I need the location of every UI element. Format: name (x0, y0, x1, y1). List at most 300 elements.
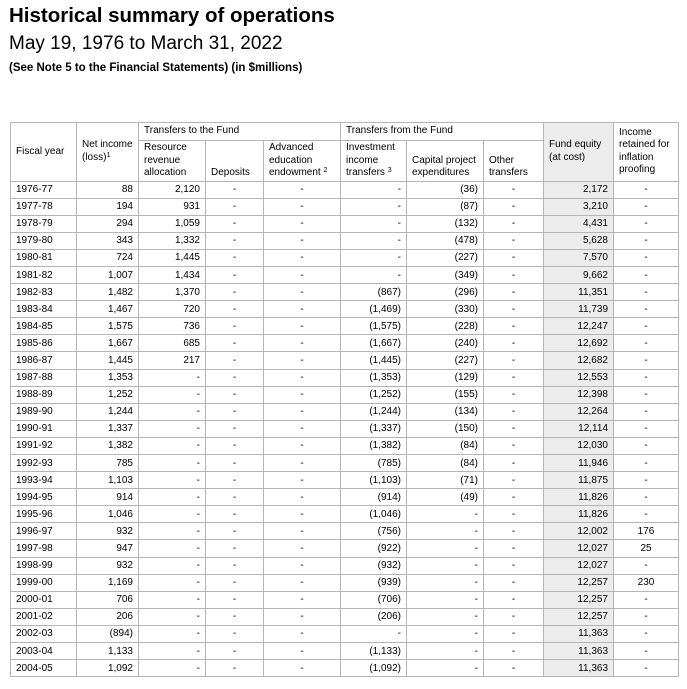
cell-advanced-education: - (264, 266, 341, 283)
cell-fund-equity: 9,662 (544, 266, 614, 283)
cell-income-retained: - (614, 557, 679, 574)
cell-other-transfers: - (484, 420, 544, 437)
cell-resource-revenue: - (139, 523, 206, 540)
cell-net-income: 1,169 (77, 574, 139, 591)
cell-net-income: 706 (77, 591, 139, 608)
table-row (11, 506, 679, 523)
cell-deposits: - (206, 232, 264, 249)
cell-resource-revenue: - (139, 540, 206, 557)
cell-fiscal-year: 1979-80 (11, 232, 77, 249)
col-resource-revenue: Resource revenue allocation (139, 141, 206, 182)
group-transfers-from-fund: Transfers from the Fund (341, 123, 544, 141)
cell-fiscal-year: 1981-82 (11, 266, 77, 283)
cell-deposits: - (206, 284, 264, 301)
cell-capital-project: (330) (407, 301, 484, 318)
cell-deposits: - (206, 591, 264, 608)
cell-net-income: 1,482 (77, 284, 139, 301)
cell-investment-income: - (341, 266, 407, 283)
cell-deposits: - (206, 318, 264, 335)
cell-income-retained: - (614, 181, 679, 198)
cell-advanced-education: - (264, 181, 341, 198)
cell-net-income: 294 (77, 215, 139, 232)
cell-resource-revenue: - (139, 472, 206, 489)
cell-deposits: - (206, 608, 264, 625)
cell-deposits: - (206, 574, 264, 591)
cell-deposits: - (206, 369, 264, 386)
cell-resource-revenue: - (139, 403, 206, 420)
cell-resource-revenue: 217 (139, 352, 206, 369)
cell-investment-income: (939) (341, 574, 407, 591)
table-row (11, 643, 679, 660)
cell-capital-project: (132) (407, 215, 484, 232)
cell-advanced-education: - (264, 540, 341, 557)
col-fund-equity: Fund equity (at cost) (544, 123, 614, 182)
cell-net-income: 1,007 (77, 266, 139, 283)
cell-income-retained: - (614, 335, 679, 352)
cell-advanced-education: - (264, 232, 341, 249)
cell-net-income: 1,244 (77, 403, 139, 420)
cell-deposits: - (206, 301, 264, 318)
cell-advanced-education: - (264, 420, 341, 437)
cell-investment-income: (1,353) (341, 369, 407, 386)
header-group-row (11, 123, 679, 141)
cell-fiscal-year: 2001-02 (11, 608, 77, 625)
cell-net-income: 724 (77, 249, 139, 266)
cell-investment-income: (1,244) (341, 403, 407, 420)
cell-other-transfers: - (484, 574, 544, 591)
cell-fiscal-year: 1990-91 (11, 420, 77, 437)
cell-investment-income: (1,103) (341, 472, 407, 489)
cell-advanced-education: - (264, 369, 341, 386)
cell-fiscal-year: 1977-78 (11, 198, 77, 215)
col-investment-income (341, 141, 407, 182)
cell-deposits: - (206, 523, 264, 540)
cell-other-transfers: - (484, 318, 544, 335)
cell-income-retained: - (614, 608, 679, 625)
cell-resource-revenue: 931 (139, 198, 206, 215)
cell-advanced-education: - (264, 523, 341, 540)
cell-fund-equity: 12,553 (544, 369, 614, 386)
cell-investment-income: - (341, 625, 407, 642)
cell-net-income: 1,092 (77, 660, 139, 677)
cell-investment-income: (922) (341, 540, 407, 557)
cell-investment-income: (914) (341, 489, 407, 506)
cell-income-retained: - (614, 472, 679, 489)
cell-net-income: 1,467 (77, 301, 139, 318)
cell-net-income: 1,046 (77, 506, 139, 523)
cell-investment-income: (1,667) (341, 335, 407, 352)
cell-investment-income: - (341, 198, 407, 215)
cell-deposits: - (206, 181, 264, 198)
cell-investment-income: (1,575) (341, 318, 407, 335)
cell-resource-revenue: 736 (139, 318, 206, 335)
col-other-transfers: Other transfers (484, 141, 544, 182)
table-row (11, 232, 679, 249)
cell-fund-equity: 11,875 (544, 472, 614, 489)
table-row (11, 437, 679, 454)
col-deposits: Deposits (206, 141, 264, 182)
page-title: Historical summary of operations (9, 4, 335, 27)
cell-fund-equity: 5,628 (544, 232, 614, 249)
cell-income-retained: 25 (614, 540, 679, 557)
cell-fiscal-year: 1997-98 (11, 540, 77, 557)
cell-fund-equity: 11,363 (544, 643, 614, 660)
cell-investment-income: (785) (341, 455, 407, 472)
cell-capital-project: (228) (407, 318, 484, 335)
cell-investment-income: (1,092) (341, 660, 407, 677)
cell-income-retained: - (614, 215, 679, 232)
cell-advanced-education: - (264, 403, 341, 420)
cell-resource-revenue: - (139, 660, 206, 677)
col-investment-income-label: Investment income transfers (346, 142, 395, 178)
cell-advanced-education: - (264, 660, 341, 677)
cell-resource-revenue: - (139, 437, 206, 454)
table-row (11, 403, 679, 420)
cell-investment-income: (1,133) (341, 643, 407, 660)
cell-fund-equity: 4,431 (544, 215, 614, 232)
cell-fund-equity: 12,002 (544, 523, 614, 540)
table-row (11, 318, 679, 335)
cell-income-retained: - (614, 232, 679, 249)
cell-other-transfers: - (484, 472, 544, 489)
cell-net-income: 1,353 (77, 369, 139, 386)
cell-capital-project: - (407, 625, 484, 642)
cell-income-retained: - (614, 284, 679, 301)
cell-investment-income: (206) (341, 608, 407, 625)
cell-deposits: - (206, 506, 264, 523)
cell-other-transfers: - (484, 335, 544, 352)
cell-advanced-education: - (264, 472, 341, 489)
table-row (11, 591, 679, 608)
cell-fund-equity: 12,257 (544, 608, 614, 625)
cell-fiscal-year: 2000-01 (11, 591, 77, 608)
cell-fund-equity: 11,946 (544, 455, 614, 472)
cell-net-income: 206 (77, 608, 139, 625)
col-fiscal-year: Fiscal year (11, 123, 77, 182)
cell-net-income: 932 (77, 557, 139, 574)
cell-other-transfers: - (484, 625, 544, 642)
cell-deposits: - (206, 489, 264, 506)
cell-income-retained: - (614, 437, 679, 454)
cell-other-transfers: - (484, 386, 544, 403)
cell-other-transfers: - (484, 660, 544, 677)
cell-investment-income: (1,046) (341, 506, 407, 523)
cell-income-retained: - (614, 266, 679, 283)
cell-capital-project: - (407, 506, 484, 523)
table-row (11, 540, 679, 557)
cell-fund-equity: 12,257 (544, 574, 614, 591)
cell-capital-project: - (407, 643, 484, 660)
cell-other-transfers: - (484, 403, 544, 420)
col-income-retained: Income retained for inflation proofing (614, 123, 679, 182)
cell-capital-project: (155) (407, 386, 484, 403)
cell-resource-revenue: - (139, 369, 206, 386)
cell-investment-income: (1,445) (341, 352, 407, 369)
cell-capital-project: (129) (407, 369, 484, 386)
cell-deposits: - (206, 455, 264, 472)
cell-advanced-education: - (264, 574, 341, 591)
cell-net-income: 1,337 (77, 420, 139, 437)
cell-advanced-education: - (264, 643, 341, 660)
cell-capital-project: - (407, 574, 484, 591)
cell-resource-revenue: 1,434 (139, 266, 206, 283)
cell-resource-revenue: - (139, 608, 206, 625)
cell-net-income: 343 (77, 232, 139, 249)
cell-other-transfers: - (484, 437, 544, 454)
cell-fund-equity: 11,363 (544, 660, 614, 677)
page-subtitle: May 19, 1976 to March 31, 2022 (9, 33, 283, 54)
cell-fiscal-year: 1978-79 (11, 215, 77, 232)
cell-fund-equity: 12,257 (544, 591, 614, 608)
cell-income-retained: - (614, 489, 679, 506)
cell-capital-project: (49) (407, 489, 484, 506)
cell-net-income: 88 (77, 181, 139, 198)
cell-fiscal-year: 1999-00 (11, 574, 77, 591)
cell-fiscal-year: 2004-05 (11, 660, 77, 677)
cell-resource-revenue: - (139, 574, 206, 591)
cell-net-income: (894) (77, 625, 139, 642)
table-row (11, 215, 679, 232)
cell-resource-revenue: 1,059 (139, 215, 206, 232)
cell-fund-equity: 12,247 (544, 318, 614, 335)
cell-other-transfers: - (484, 215, 544, 232)
cell-income-retained: - (614, 386, 679, 403)
cell-other-transfers: - (484, 591, 544, 608)
cell-capital-project: - (407, 557, 484, 574)
cell-resource-revenue: 685 (139, 335, 206, 352)
cell-income-retained: - (614, 591, 679, 608)
cell-investment-income: (706) (341, 591, 407, 608)
cell-fund-equity: 12,692 (544, 335, 614, 352)
table-row (11, 523, 679, 540)
table-row (11, 608, 679, 625)
cell-other-transfers: - (484, 540, 544, 557)
cell-capital-project: - (407, 540, 484, 557)
cell-deposits: - (206, 266, 264, 283)
table-row (11, 455, 679, 472)
cell-investment-income: - (341, 181, 407, 198)
cell-resource-revenue: - (139, 625, 206, 642)
cell-capital-project: - (407, 591, 484, 608)
col-advanced-education-label: Advanced education endowment (269, 142, 321, 178)
cell-fiscal-year: 1982-83 (11, 284, 77, 301)
cell-net-income: 1,575 (77, 318, 139, 335)
cell-fund-equity: 12,030 (544, 437, 614, 454)
cell-fiscal-year: 1996-97 (11, 523, 77, 540)
cell-capital-project: (71) (407, 472, 484, 489)
cell-capital-project: (87) (407, 198, 484, 215)
cell-advanced-education: - (264, 386, 341, 403)
cell-fund-equity: 12,682 (544, 352, 614, 369)
cell-advanced-education: - (264, 318, 341, 335)
table-row (11, 574, 679, 591)
cell-deposits: - (206, 643, 264, 660)
table-row (11, 489, 679, 506)
cell-fund-equity: 2,172 (544, 181, 614, 198)
cell-income-retained: - (614, 249, 679, 266)
cell-resource-revenue: - (139, 455, 206, 472)
cell-capital-project: (296) (407, 284, 484, 301)
cell-resource-revenue: 1,332 (139, 232, 206, 249)
cell-income-retained: - (614, 643, 679, 660)
cell-other-transfers: - (484, 249, 544, 266)
cell-advanced-education: - (264, 249, 341, 266)
cell-investment-income: (756) (341, 523, 407, 540)
cell-fiscal-year: 1980-81 (11, 249, 77, 266)
cell-income-retained: - (614, 403, 679, 420)
table-row (11, 369, 679, 386)
cell-advanced-education: - (264, 215, 341, 232)
cell-other-transfers: - (484, 352, 544, 369)
cell-net-income: 1,103 (77, 472, 139, 489)
cell-fiscal-year: 1976-77 (11, 181, 77, 198)
cell-investment-income: (1,382) (341, 437, 407, 454)
table-row (11, 266, 679, 283)
cell-other-transfers: - (484, 523, 544, 540)
table-row (11, 249, 679, 266)
cell-deposits: - (206, 403, 264, 420)
cell-capital-project: - (407, 523, 484, 540)
cell-fund-equity: 12,398 (544, 386, 614, 403)
cell-other-transfers: - (484, 557, 544, 574)
cell-capital-project: (36) (407, 181, 484, 198)
table-row (11, 625, 679, 642)
cell-resource-revenue: 1,370 (139, 284, 206, 301)
cell-advanced-education: - (264, 284, 341, 301)
cell-other-transfers: - (484, 301, 544, 318)
cell-fund-equity: 12,114 (544, 420, 614, 437)
cell-fiscal-year: 1991-92 (11, 437, 77, 454)
cell-fund-equity: 12,027 (544, 557, 614, 574)
cell-deposits: - (206, 540, 264, 557)
cell-other-transfers: - (484, 506, 544, 523)
cell-deposits: - (206, 335, 264, 352)
cell-net-income: 914 (77, 489, 139, 506)
table-row (11, 301, 679, 318)
col-capital-project: Capital project expenditures (407, 141, 484, 182)
cell-investment-income: (1,252) (341, 386, 407, 403)
cell-capital-project: (478) (407, 232, 484, 249)
cell-fund-equity: 11,826 (544, 506, 614, 523)
cell-fiscal-year: 1993-94 (11, 472, 77, 489)
cell-fund-equity: 11,739 (544, 301, 614, 318)
cell-deposits: - (206, 215, 264, 232)
cell-income-retained: - (614, 301, 679, 318)
cell-net-income: 1,667 (77, 335, 139, 352)
table-row (11, 660, 679, 677)
table-row (11, 386, 679, 403)
cell-investment-income: (1,469) (341, 301, 407, 318)
cell-net-income: 932 (77, 523, 139, 540)
cell-fiscal-year: 1992-93 (11, 455, 77, 472)
cell-capital-project: (227) (407, 249, 484, 266)
cell-income-retained: - (614, 198, 679, 215)
cell-investment-income: (932) (341, 557, 407, 574)
cell-net-income: 1,252 (77, 386, 139, 403)
cell-deposits: - (206, 472, 264, 489)
cell-income-retained: - (614, 660, 679, 677)
cell-fiscal-year: 1985-86 (11, 335, 77, 352)
cell-investment-income: (1,337) (341, 420, 407, 437)
cell-other-transfers: - (484, 369, 544, 386)
cell-resource-revenue: 2,120 (139, 181, 206, 198)
cell-other-transfers: - (484, 266, 544, 283)
cell-deposits: - (206, 420, 264, 437)
cell-net-income: 194 (77, 198, 139, 215)
cell-fund-equity: 12,027 (544, 540, 614, 557)
cell-capital-project: (240) (407, 335, 484, 352)
cell-deposits: - (206, 352, 264, 369)
cell-resource-revenue: - (139, 489, 206, 506)
cell-income-retained: - (614, 506, 679, 523)
cell-net-income: 785 (77, 455, 139, 472)
cell-fiscal-year: 1995-96 (11, 506, 77, 523)
cell-fiscal-year: 1983-84 (11, 301, 77, 318)
col-investment-income-footnote: 3 (387, 167, 392, 174)
cell-resource-revenue: - (139, 557, 206, 574)
cell-advanced-education: - (264, 335, 341, 352)
cell-advanced-education: - (264, 301, 341, 318)
col-net-income-footnote: 1 (106, 151, 111, 159)
cell-advanced-education: - (264, 557, 341, 574)
cell-advanced-education: - (264, 625, 341, 642)
table-row (11, 335, 679, 352)
col-advanced-education-footnote: 2 (323, 167, 328, 174)
cell-fiscal-year: 1994-95 (11, 489, 77, 506)
cell-advanced-education: - (264, 455, 341, 472)
cell-fiscal-year: 1989-90 (11, 403, 77, 420)
cell-fiscal-year: 1998-99 (11, 557, 77, 574)
cell-investment-income: - (341, 215, 407, 232)
cell-fiscal-year: 1986-87 (11, 352, 77, 369)
col-net-income-label: Net income (loss) (82, 139, 133, 163)
table-row (11, 198, 679, 215)
col-net-income (77, 123, 139, 182)
cell-fund-equity: 12,264 (544, 403, 614, 420)
cell-fund-equity: 11,363 (544, 625, 614, 642)
cell-fiscal-year: 1987-88 (11, 369, 77, 386)
cell-income-retained: 230 (614, 574, 679, 591)
table-row (11, 284, 679, 301)
cell-income-retained: - (614, 625, 679, 642)
cell-resource-revenue: - (139, 643, 206, 660)
cell-advanced-education: - (264, 608, 341, 625)
cell-deposits: - (206, 437, 264, 454)
cell-other-transfers: - (484, 643, 544, 660)
cell-deposits: - (206, 625, 264, 642)
cell-net-income: 1,445 (77, 352, 139, 369)
cell-resource-revenue: - (139, 420, 206, 437)
cell-resource-revenue: - (139, 506, 206, 523)
cell-net-income: 1,133 (77, 643, 139, 660)
cell-investment-income: (867) (341, 284, 407, 301)
cell-fund-equity: 3,210 (544, 198, 614, 215)
cell-advanced-education: - (264, 352, 341, 369)
cell-deposits: - (206, 198, 264, 215)
table-row (11, 352, 679, 369)
table-row (11, 557, 679, 574)
col-advanced-education (264, 141, 341, 182)
table-row (11, 472, 679, 489)
cell-advanced-education: - (264, 198, 341, 215)
page-note: (See Note 5 to the Financial Statements) (in $millions) (9, 62, 303, 74)
cell-capital-project: - (407, 608, 484, 625)
cell-resource-revenue: 1,445 (139, 249, 206, 266)
table-row (11, 181, 679, 198)
cell-deposits: - (206, 660, 264, 677)
cell-other-transfers: - (484, 608, 544, 625)
group-transfers-to-fund: Transfers to the Fund (139, 123, 341, 141)
